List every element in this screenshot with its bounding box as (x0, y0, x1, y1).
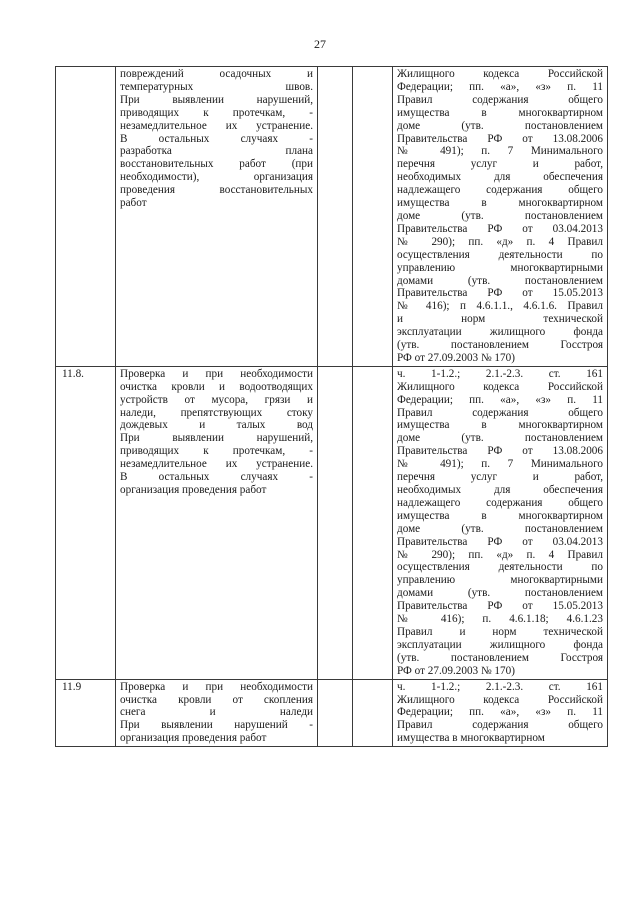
text-line: Правил содержания общего (397, 93, 603, 106)
text-line: № 416); п 4.6.1.1., 4.6.1.6. Правил (397, 300, 603, 313)
text-line: Жилищного кодекса Российской (397, 380, 603, 393)
legal-basis-cell (393, 67, 608, 367)
text-line: доме (утв. постановлением (397, 432, 603, 445)
text-line: приводящих к протечкам, - (120, 106, 313, 119)
text-line: доме (утв. постановлением (397, 119, 603, 132)
text-line: имущества в многоквартирном (397, 732, 545, 745)
text-line: Правительства РФ от 15.05.2013 (397, 287, 603, 300)
text-line: Правительства РФ от 15.05.2013 (397, 600, 603, 613)
row-number-cell: 11.9 (56, 679, 116, 747)
text-line: Федерации; пп. «а», «з» п. 11 (397, 80, 603, 93)
text-line: доме (утв. постановлением (397, 209, 603, 222)
text-line: снега и наледи (120, 706, 313, 719)
text-line: Жилищного кодекса Российской (397, 693, 603, 706)
text-line: РФ от 27.09.2003 № 170) (397, 351, 515, 364)
text-line: домами (утв. постановлением (397, 274, 603, 287)
text-line: необходимых для обеспечения (397, 171, 603, 184)
text-line: осуществления деятельности по (397, 248, 603, 261)
text-line: (утв. постановлением Госстроя (397, 339, 603, 352)
row-number-cell: 11.8. (56, 366, 116, 679)
text-line: В остальных случаях - (120, 471, 313, 484)
text-line: Правил и норм технической (397, 625, 603, 638)
periodicity-cell (318, 366, 353, 679)
text-line: разработка плана (120, 145, 313, 158)
text-line: наледи, препятствующих стоку (120, 406, 313, 419)
table-row (56, 679, 608, 747)
text-line: РФ от 27.09.2003 № 170) (397, 664, 515, 677)
text-line: перечня услуг и работ, (397, 158, 603, 171)
text-line: надлежащего содержания общего (397, 184, 603, 197)
text-line: надлежащего содержания общего (397, 496, 603, 509)
text-line: приводящих к протечкам, - (120, 445, 313, 458)
text-line: № 491); п. 7 Минимального (397, 145, 603, 158)
text-line: осуществления деятельности по (397, 561, 603, 574)
periodicity-cell (318, 67, 353, 367)
text-line: температурных швов. (120, 80, 313, 93)
table-body (56, 67, 608, 747)
status-cell (353, 366, 393, 679)
text-line: Правил содержания общего (397, 719, 603, 732)
table-row (56, 366, 608, 679)
page-number: 27 (314, 37, 326, 51)
text-line: и норм технической (397, 313, 603, 326)
legal-basis-cell (393, 679, 608, 747)
text-line: Федерации; пп. «а», «з» п. 11 (397, 706, 603, 719)
regulation-table (55, 66, 608, 747)
status-cell (353, 679, 393, 747)
text-line: устройств от мусора, грязи и (120, 393, 313, 406)
text-line: № 290); пп. «д» п. 4 Правил (397, 548, 603, 561)
text-line: необходимости), организация (120, 171, 313, 184)
periodicity-cell (318, 679, 353, 747)
text-line: Проверка и при необходимости (120, 680, 313, 693)
text-line: Проверка и при необходимости (120, 367, 313, 380)
work-description-cell (116, 67, 318, 367)
text-line: № 491); п. 7 Минимального (397, 458, 603, 471)
text-line: незамедлительное их устранение. (120, 119, 313, 132)
table-row (56, 67, 608, 367)
work-description-cell (116, 679, 318, 747)
text-line: проведения восстановительных (120, 184, 313, 197)
text-line: управлению многоквартирными (397, 261, 603, 274)
text-line: Правил содержания общего (397, 406, 603, 419)
text-line: ч. 1-1.2.; 2.1.-2.3. ст. 161 (397, 367, 603, 380)
work-description-cell (116, 366, 318, 679)
text-line: Жилищного кодекса Российской (397, 68, 603, 80)
text-line: незамедлительное их устранение. (120, 458, 313, 471)
text-line: управлению многоквартирными (397, 574, 603, 587)
text-line: имущества в многоквартирном (397, 509, 603, 522)
text-line: При выявлении нарушений, (120, 432, 313, 445)
text-line: повреждений осадочных и (120, 68, 313, 80)
legal-basis-cell (393, 366, 608, 679)
text-line: эксплуатации жилищного фонда (397, 638, 603, 651)
text-line: При выявлении нарушений - (120, 719, 313, 732)
text-line: организация проведения работ (120, 732, 267, 745)
status-cell (353, 67, 393, 367)
text-line: № 416); п. 4.6.1.18; 4.6.1.23 (397, 613, 603, 626)
text-line: № 290); пп. «д» п. 4 Правил (397, 235, 603, 248)
text-line: очистка кровли и водоотводящих (120, 380, 313, 393)
text-line: доме (утв. постановлением (397, 522, 603, 535)
text-line: В остальных случаях - (120, 132, 313, 145)
text-line: очистка кровли от скопления (120, 693, 313, 706)
text-line: Федерации; пп. «а», «з» п. 11 (397, 393, 603, 406)
text-line: Правительства РФ от 13.08.2006 (397, 132, 603, 145)
text-line: При выявлении нарушений, (120, 93, 313, 106)
text-line: дождевых и талых вод (120, 419, 313, 432)
text-line: имущества в многоквартирном (397, 419, 603, 432)
text-line: восстановительных работ (при (120, 158, 313, 171)
text-line: перечня услуг и работ, (397, 471, 603, 484)
row-number-cell (56, 67, 116, 367)
text-line: ч. 1-1.2.; 2.1.-2.3. ст. 161 (397, 680, 603, 693)
text-line: домами (утв. постановлением (397, 587, 603, 600)
text-line: Правительства РФ от 13.08.2006 (397, 445, 603, 458)
text-line: Правительства РФ от 03.04.2013 (397, 535, 603, 548)
text-line: Правительства РФ от 03.04.2013 (397, 222, 603, 235)
text-line: (утв. постановлением Госстроя (397, 651, 603, 664)
text-line: имущества в многоквартирном (397, 106, 603, 119)
text-line: организация проведения работ (120, 484, 267, 496)
text-line: работ (120, 197, 147, 210)
text-line: эксплуатации жилищного фонда (397, 326, 603, 339)
text-line: необходимых для обеспечения (397, 484, 603, 496)
text-line: имущества в многоквартирном (397, 197, 603, 210)
